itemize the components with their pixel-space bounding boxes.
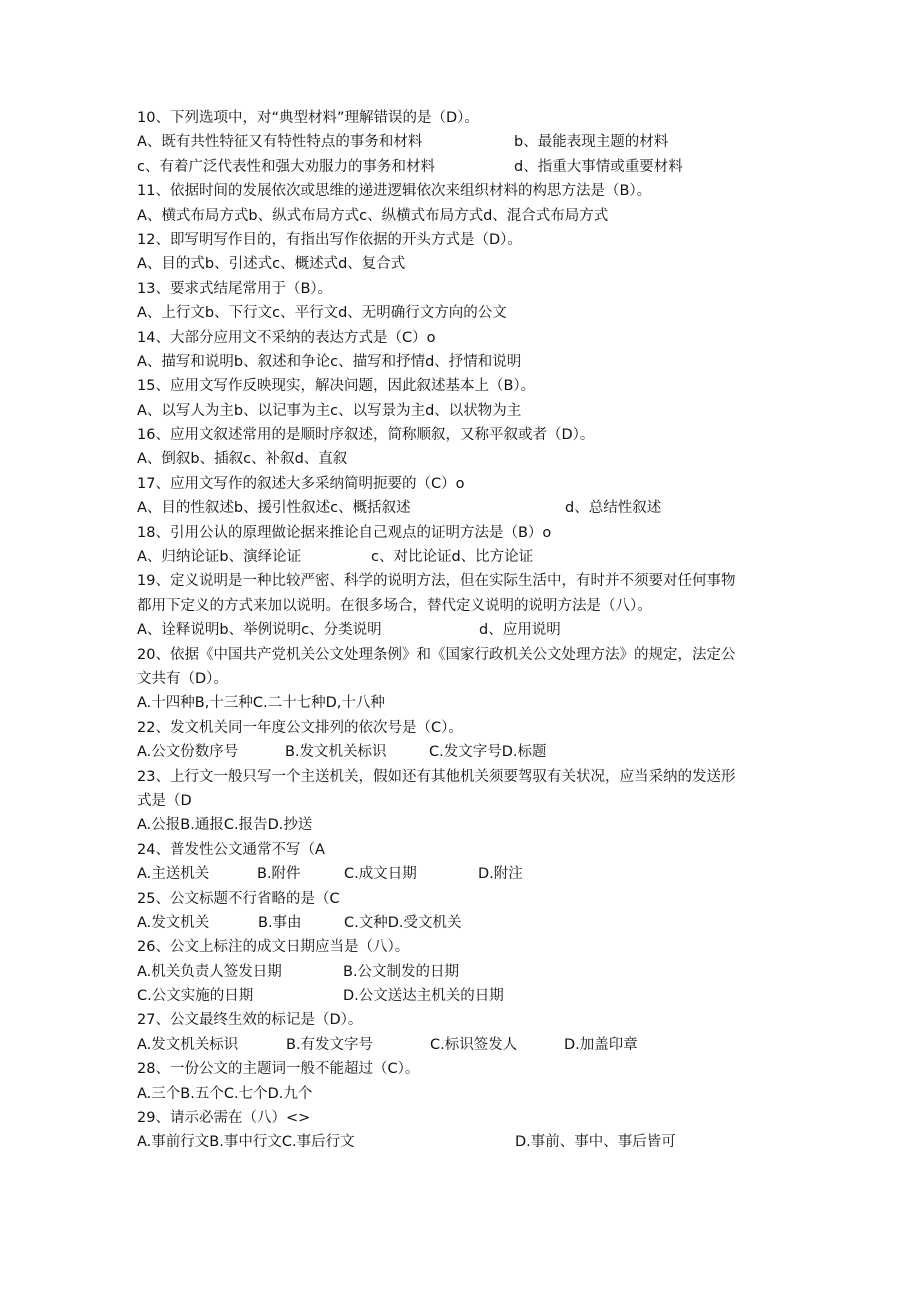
text-line bbox=[137, 618, 787, 642]
option-text: B.发文机关标识 bbox=[285, 744, 387, 761]
text-line bbox=[137, 984, 787, 1008]
option-text: D.公文送达主机关的日期 bbox=[343, 988, 504, 1005]
option-text: C.公文实施的日期 bbox=[137, 988, 254, 1005]
line-text: 28、一份公文的主题词一般不能超过（C）。 bbox=[137, 1061, 420, 1078]
text-line bbox=[137, 1106, 787, 1130]
option-text: B.公文制发的日期 bbox=[343, 963, 460, 980]
line-text: A、以写人为主b、以记事为主c、以写景为主d、以状物为主 bbox=[137, 402, 522, 419]
line-text: 23、上行文一般只写一个主送机关，假如还有其他机关须要驾驭有关状况，应当采纳的发送形 bbox=[137, 768, 736, 785]
line-text: 29、请示必需在（八）<> bbox=[137, 1110, 311, 1127]
line-text: 13、要求式结尾常用于（B）。 bbox=[137, 280, 333, 297]
line-text: 都用下定义的方式来加以说明。在很多场合，替代定义说明的说明方法是（八）。 bbox=[137, 597, 652, 614]
option-text: b、最能表现主题的材料 bbox=[514, 134, 669, 151]
text-line bbox=[137, 643, 787, 667]
text-line bbox=[137, 765, 787, 789]
line-text: 24、普发性公文通常不写（A bbox=[137, 841, 325, 858]
text-line bbox=[137, 179, 787, 203]
line-text: 文共有（D）。 bbox=[137, 670, 228, 687]
text-line bbox=[137, 130, 787, 154]
text-line bbox=[137, 716, 787, 740]
line-text: 26、公文上标注的成文日期应当是（八）。 bbox=[137, 939, 410, 956]
text-line bbox=[137, 862, 787, 886]
line-text: 20、依据《中国共产党机关公文处理条例》和《国家行政机关公文处理方法》的规定，法定公 bbox=[137, 646, 736, 663]
line-text: 15、应用文写作反映现实，解决问题，因此叙述基本上（B）。 bbox=[137, 378, 536, 395]
option-text: d、应用说明 bbox=[479, 622, 561, 639]
text-line bbox=[137, 813, 787, 837]
option-text: C.成文日期 bbox=[344, 866, 417, 883]
line-text: 27、公文最终生效的标记是（D）。 bbox=[137, 1012, 363, 1029]
line-text: 18、引用公认的原理做论据来推论自己观点的证明方法是（B）o bbox=[137, 524, 552, 541]
line-text: 14、大部分应用文不采纳的表达方式是（C）o bbox=[137, 329, 436, 346]
text-line bbox=[137, 789, 787, 813]
option-text: A.事前行文B.事中行文C.事后行文 bbox=[137, 1134, 355, 1151]
option-text: c、有着广泛代表性和强大劝服力的事务和材料 bbox=[137, 158, 435, 175]
option-text: A.发文机关 bbox=[137, 914, 210, 931]
option-text: C.标识签发人 bbox=[430, 1036, 518, 1053]
line-text: A、倒叙b、插叙c、补叙d、直叙 bbox=[137, 451, 348, 468]
line-text: A.十四种B,十三种C.二十七种D,十八种 bbox=[137, 695, 385, 712]
text-line bbox=[137, 594, 787, 618]
text-line bbox=[137, 155, 787, 179]
text-line bbox=[137, 911, 787, 935]
option-text: D.加盖印章 bbox=[564, 1036, 638, 1053]
text-line bbox=[137, 350, 787, 374]
option-text: B.有发文字号 bbox=[286, 1036, 374, 1053]
option-text: d、指重大事情或重要材料 bbox=[514, 158, 683, 175]
document-body bbox=[137, 106, 787, 1155]
text-line bbox=[137, 1130, 787, 1154]
text-line bbox=[137, 374, 787, 398]
option-text: C.发文字号D.标题 bbox=[429, 744, 547, 761]
text-line bbox=[137, 1033, 787, 1057]
text-line bbox=[137, 496, 787, 520]
option-text: d、总结性叙述 bbox=[565, 500, 662, 517]
option-text: c、对比论证d、比方论证 bbox=[371, 549, 534, 566]
text-line bbox=[137, 106, 787, 130]
line-text: 10、下列选项中，对“典型材料”理解错误的是（D）。 bbox=[137, 110, 479, 126]
option-text: A.公文份数序号 bbox=[137, 744, 239, 761]
option-text: A、目的性叙述b、援引性叙述c、概括叙述 bbox=[137, 500, 411, 517]
line-text: 式是（D bbox=[137, 792, 192, 809]
text-line bbox=[137, 838, 787, 862]
option-text: A.机关负责人签发日期 bbox=[137, 963, 282, 980]
option-text: D.事前、事中、事后皆可 bbox=[515, 1134, 676, 1151]
line-text: A、目的式b、引述式c、概述式d、复合式 bbox=[137, 256, 406, 273]
text-line bbox=[137, 228, 787, 252]
text-line bbox=[137, 569, 787, 593]
line-text: 17、应用文写作的叙述大多采纳简明扼要的（C）o bbox=[137, 475, 465, 492]
text-line bbox=[137, 1008, 787, 1032]
line-text: 16、应用文叙述常用的是顺时序叙述，简称顺叙，又称平叙或者（D）。 bbox=[137, 427, 595, 444]
text-line bbox=[137, 740, 787, 764]
line-text: 22、发文机关同一年度公文排列的依次号是（C）。 bbox=[137, 719, 463, 736]
text-line bbox=[137, 691, 787, 715]
text-line bbox=[137, 960, 787, 984]
option-text: D.附注 bbox=[478, 866, 523, 883]
line-text: A.三个B.五个C.七个D.九个 bbox=[137, 1085, 313, 1102]
text-line bbox=[137, 447, 787, 471]
text-line bbox=[137, 326, 787, 350]
line-text: 25、公文标题不行省略的是（C bbox=[137, 890, 340, 907]
text-line bbox=[137, 887, 787, 911]
option-text: A、归纳论证b、演绎论证 bbox=[137, 549, 302, 566]
text-line bbox=[137, 472, 787, 496]
text-line bbox=[137, 277, 787, 301]
option-text: B.事由 bbox=[258, 914, 302, 931]
text-line bbox=[137, 252, 787, 276]
text-line bbox=[137, 1082, 787, 1106]
line-text: A.公报B.通报C.报告D.抄送 bbox=[137, 817, 313, 834]
line-text: A、描写和说明b、叙述和争论c、描写和抒情d、抒情和说明 bbox=[137, 353, 522, 370]
text-line bbox=[137, 667, 787, 691]
option-text: A、诠释说明b、举例说明c、分类说明 bbox=[137, 622, 382, 639]
option-text: A.主送机关 bbox=[137, 866, 210, 883]
option-text: A.发文机关标识 bbox=[137, 1036, 239, 1053]
text-line bbox=[137, 545, 787, 569]
text-line bbox=[137, 935, 787, 959]
option-text: B.附件 bbox=[257, 866, 301, 883]
line-text: 19、定义说明是一种比较严密、科学的说明方法，但在实际生活中，有时并不须要对任何事物 bbox=[137, 573, 736, 590]
option-text: C.文种D.受文机关 bbox=[344, 914, 462, 931]
text-line bbox=[137, 301, 787, 325]
option-text: A、既有共性特征又有特性特点的事务和材料 bbox=[137, 134, 423, 151]
text-line bbox=[137, 423, 787, 447]
line-text: A、横式布局方式b、纵式布局方式c、纵横式布局方式d、混合式布局方式 bbox=[137, 207, 609, 224]
text-line bbox=[137, 521, 787, 545]
line-text: 12、即写明写作目的，有指出写作依据的开头方式是（D）。 bbox=[137, 231, 522, 248]
line-text: 11、依据时间的发展依次或思维的递进逻辑依次来组织材料的构思方法是（B）。 bbox=[137, 183, 652, 200]
line-text: A、上行文b、下行文c、平行文d、无明确行文方向的公文 bbox=[137, 305, 507, 322]
text-line bbox=[137, 399, 787, 423]
text-line bbox=[137, 1057, 787, 1081]
text-line bbox=[137, 204, 787, 228]
